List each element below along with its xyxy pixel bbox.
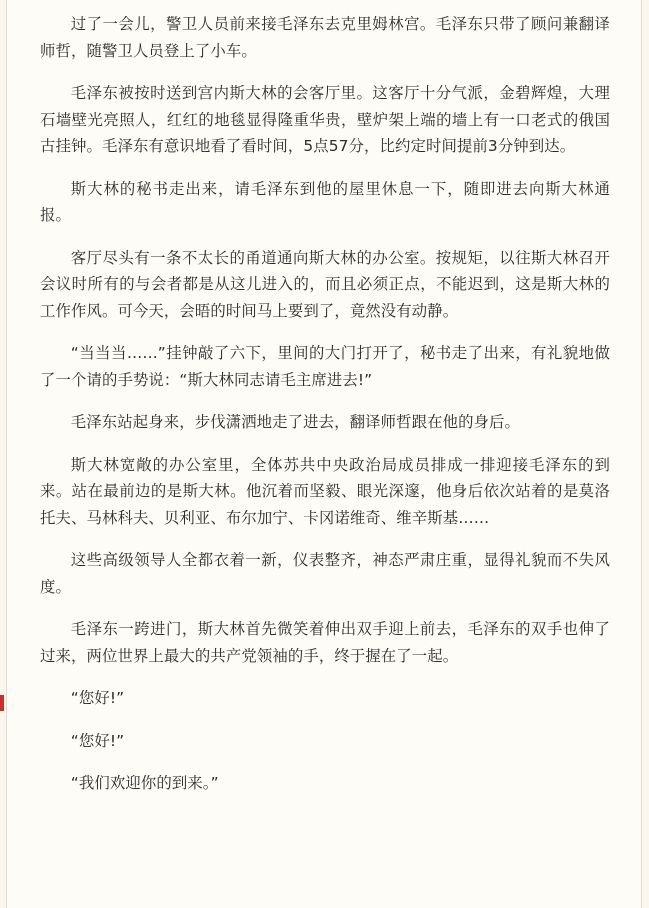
paragraph: 斯大林宽敞的办公室里，全体苏共中央政治局成员排成一排迎接毛泽东的到来。站在最前边的是斯大林。他沉着而坚毅、眼光深邃，他身后依次站着的是莫洛托夫、马林科夫、贝利亚、布尔加宁、卡冈诺维奇、维辛斯基…… xyxy=(40,455,610,527)
paragraph: 毛泽东一跨进门，斯大林首先微笑着伸出双手迎上前去，毛泽东的双手也伸了过来，两位世界上最大的共产党领袖的手，终于握在了一起。 xyxy=(40,620,610,665)
paragraph: “您好!” xyxy=(70,689,125,707)
paragraph: 过了一会儿，警卫人员前来接毛泽东去克里姆林宫。毛泽东只带了顾问兼翻译师哲，随警卫人员登上了小车。 xyxy=(40,15,610,60)
paragraph: 客厅尽头有一条不太长的甬道通向斯大林的办公室。按规矩，以往斯大林召开会议时所有的与会者都是从这儿进入的，而且必须正点，不能迟到，这是斯大林的工作作风。可今天，会晤的时间马上要到了，竟然没有动静。 xyxy=(40,248,610,320)
scroll-marker xyxy=(0,695,4,711)
article-page xyxy=(6,0,642,908)
paragraph: “您好!” xyxy=(70,731,125,750)
paragraph: 这些高级领导人全都衣着一新，仪表整齐，神态严肃庄重，显得礼貌而不失风度。 xyxy=(40,551,610,596)
paragraph: 毛泽东站起身来，步伐潇洒地走了进去，翻译师哲跟在他的身后。 xyxy=(70,413,521,431)
paragraph: “当当当……”挂钟敲了六下，里间的大门打开了，秘书走了出来，有礼貌地做了一个请的手势说：“斯大林同志请毛主席进去!” xyxy=(40,344,610,389)
paragraph: 毛泽东被按时送到宫内斯大林的会客厅里。这客厅十分气派，金碧辉煌，大理石墙壁光亮照人，红红的地毯显得隆重华贵，壁炉架上端的墙上有一口老式的俄国古挂钟。毛泽东有意识地看了看时间，5点57分，比约定时间提前3分钟到达。 xyxy=(40,84,610,155)
article-body xyxy=(40,11,610,813)
paragraph: “我们欢迎你的到来。” xyxy=(70,774,219,792)
paragraph: 斯大林的秘书走出来，请毛泽东到他的屋里休息一下，随即进去向斯大林通报。 xyxy=(40,179,610,224)
